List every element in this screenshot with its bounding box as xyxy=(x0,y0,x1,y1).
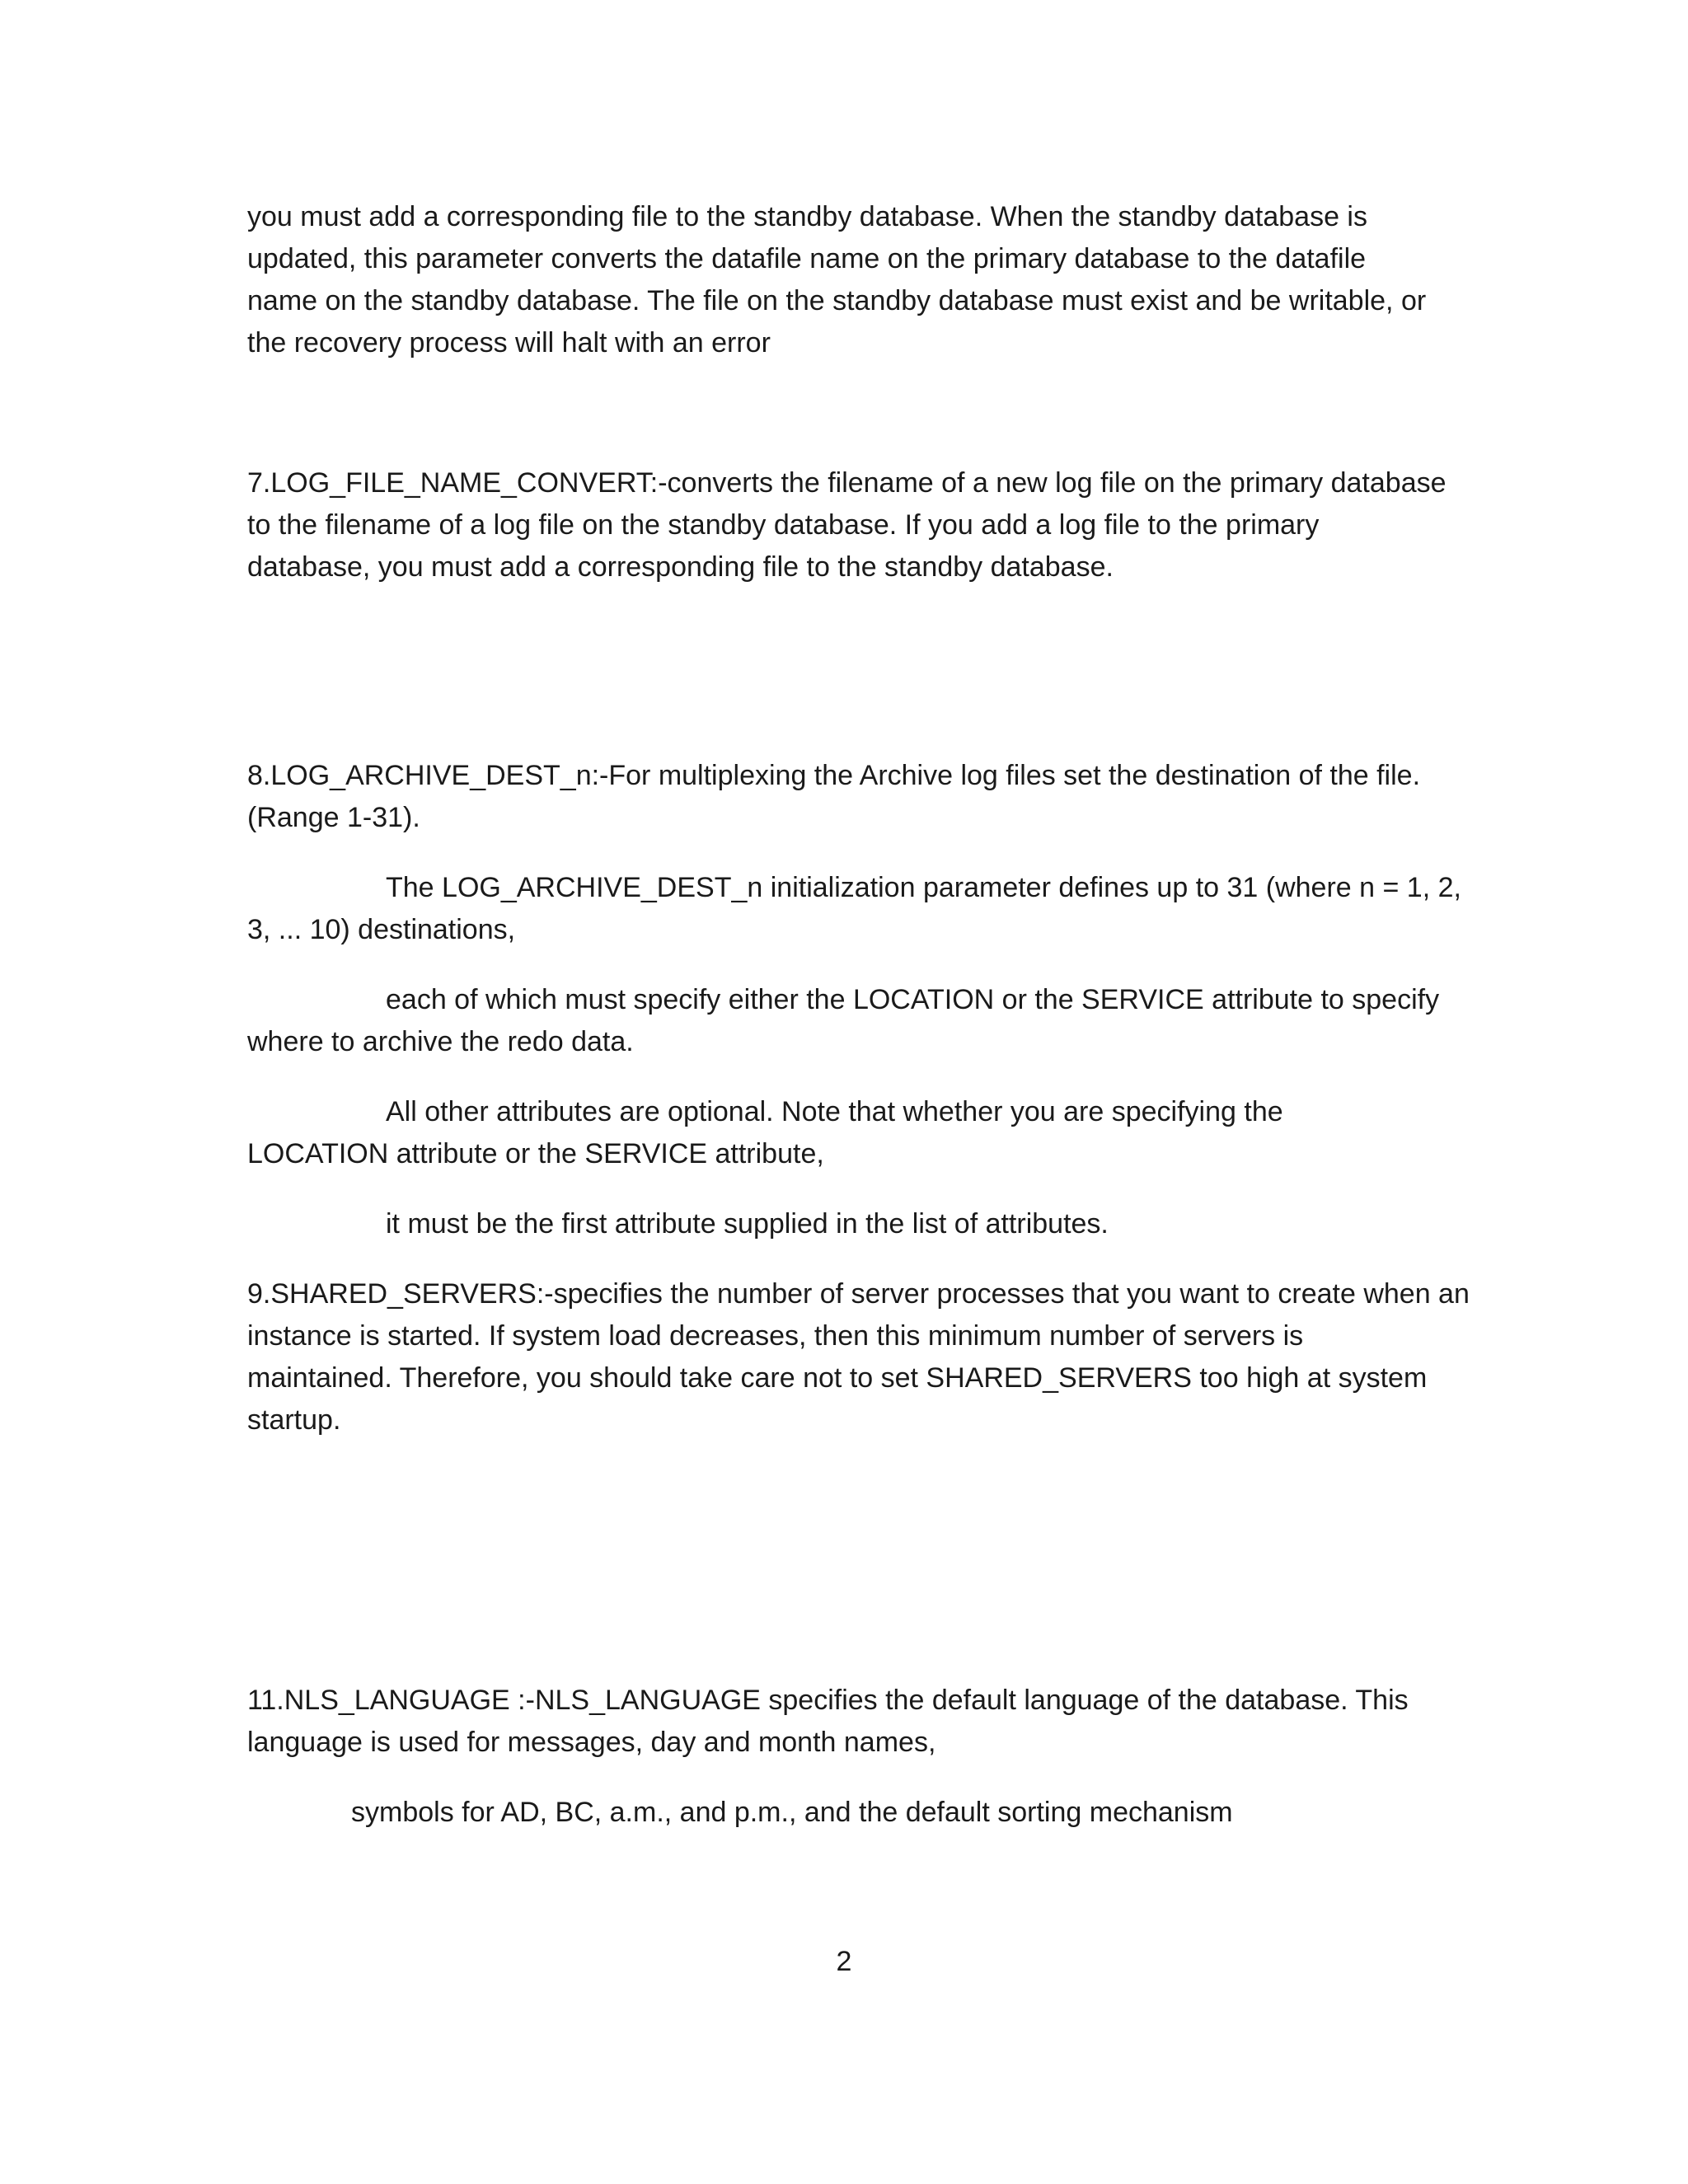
text-line: The LOG_ARCHIVE_DEST_n initialization parameter defines up to 31 (where n = 1, 2, xyxy=(386,872,1461,903)
text-line: 3, ... 10) destinations, xyxy=(247,914,516,945)
text-line: maintained. Therefore, you should take care not to set SHARED_SERVERS too high at system xyxy=(247,1362,1428,1394)
text-line: language is used for messages, day and month names, xyxy=(247,1727,936,1758)
paragraph-log-archive-dest-first-attribute xyxy=(247,1203,1434,1245)
text-line: it must be the first attribute supplied in the list of attributes. xyxy=(386,1208,1109,1240)
text-line: name on the standby database. The file on the standby database must exist and be writable, or xyxy=(247,285,1427,316)
text-line: startup. xyxy=(247,1404,341,1436)
paragraph-log-archive-dest xyxy=(247,755,1434,839)
text-line: 8.LOG_ARCHIVE_DEST_n:-For multiplexing the Archive log files set the destination of the file. xyxy=(247,760,1421,791)
text-line: to the filename of a log file on the standby database. If you add a log file to the primary xyxy=(247,509,1320,541)
paragraph-nls-language xyxy=(247,1680,1434,1764)
text-line: All other attributes are optional. Note that whether you are specifying the xyxy=(386,1096,1283,1127)
text-line: updated, this parameter converts the datafile name on the primary database to the datafile xyxy=(247,243,1367,274)
text-line: 9.SHARED_SERVERS:-specifies the number of server processes that you want to create when an xyxy=(247,1278,1470,1310)
text-line: the recovery process will halt with an error xyxy=(247,327,771,359)
paragraph-log-archive-dest-location xyxy=(247,979,1440,1063)
page-number: 2 xyxy=(836,1946,852,1977)
text-line: symbols for AD, BC, a.m., and p.m., and the default sorting mechanism xyxy=(351,1797,1233,1828)
text-line: 11.NLS_LANGUAGE :-NLS_LANGUAGE specifies the default language of the database. This xyxy=(247,1685,1409,1716)
text-line: database, you must add a corresponding file to the standby database. xyxy=(247,551,1114,583)
text-line: you must add a corresponding file to the standby database. When the standby database is xyxy=(247,201,1367,232)
text-line: each of which must specify either the LOCATION or the SERVICE attribute to specify xyxy=(386,984,1440,1015)
text-line: 7.LOG_FILE_NAME_CONVERT:-converts the filename of a new log file on the primary database xyxy=(247,467,1447,499)
text-line: (Range 1-31). xyxy=(247,802,420,833)
text-line: where to archive the redo data. xyxy=(247,1026,634,1057)
text-line: LOCATION attribute or the SERVICE attribute, xyxy=(247,1138,824,1169)
paragraph-db-file-name-convert-continued xyxy=(247,196,1434,364)
text-line: instance is started. If system load decreases, then this minimum number of servers is xyxy=(247,1320,1304,1352)
paragraph-log-archive-dest-definition xyxy=(247,867,1461,951)
paragraph-shared-servers xyxy=(247,1273,1470,1441)
paragraph-log-archive-dest-attributes xyxy=(247,1091,1434,1175)
paragraph-log-file-name-convert xyxy=(247,462,1447,588)
paragraph-nls-language-symbols xyxy=(247,1792,1434,1834)
